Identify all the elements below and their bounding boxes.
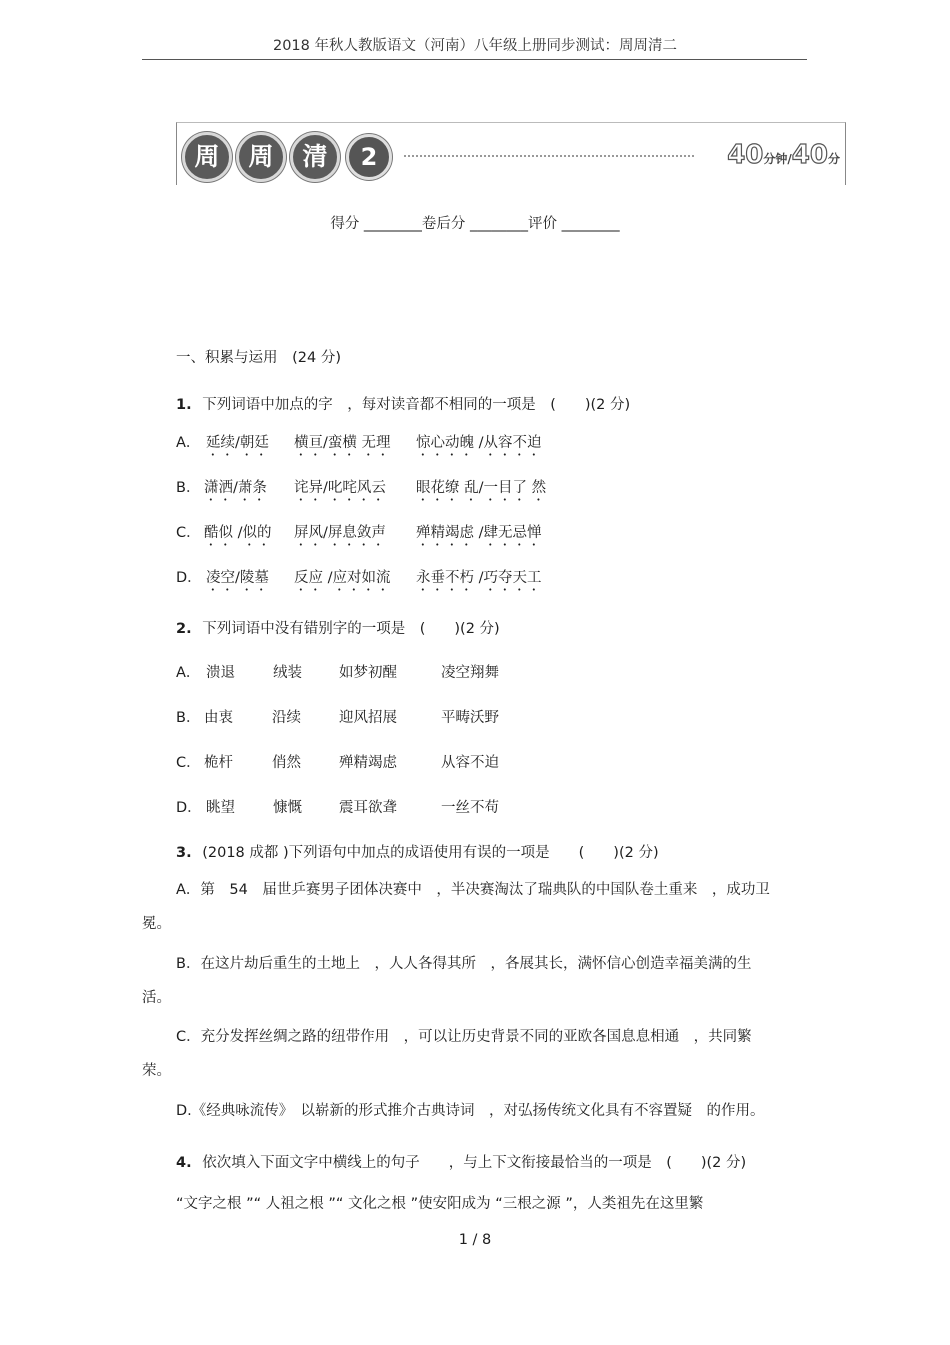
- q1-option-d-cell-3: 永垂不朽 /巧夺天工: [416, 570, 542, 586]
- question-1: [176, 393, 630, 414]
- question-number: 4.: [176, 1155, 192, 1171]
- q3-option-b-line-2: 活。: [142, 990, 171, 1006]
- q1-option-a-cell-2: 横亘/蛮横 无理: [294, 435, 391, 451]
- banner-char-3: 清: [290, 132, 340, 182]
- q2-option-c-cell-1: 桅杆: [204, 755, 233, 771]
- banner-number: 2: [346, 134, 392, 180]
- page-number: 1 / 8: [458, 1232, 492, 1248]
- q2-option-a-cell-2: 绒装: [273, 665, 302, 681]
- section-points: (24 分): [292, 350, 341, 366]
- q3-option-b-line-1: B．在这片劫后重生的土地上 ，人人各得其所 ，各展其长，满怀信心创造幸福美满的生: [176, 956, 752, 972]
- question-number: 1.: [176, 397, 192, 413]
- question-2: [176, 617, 500, 638]
- q1-option-b-label: B．: [176, 480, 201, 496]
- q4-passage-line-1: “文字之根 ”“ 人祖之根 ”“ 文化之根 ”使安阳成为 “三根之源 ”，人类祖先在这里繁: [176, 1196, 704, 1212]
- q2-option-c-cell-2: 俏然: [272, 755, 301, 771]
- q1-option-b-cell-3: 眼花缭 乱/一目了 然: [416, 480, 547, 496]
- q3-option-a-line-2: 冕。: [142, 916, 171, 932]
- q2-option-b-cell-1: 由衷: [204, 710, 233, 726]
- section-title: [176, 346, 341, 367]
- q3-option-c-line-2: 荣。: [142, 1063, 171, 1079]
- time-value: 40: [727, 140, 764, 170]
- q2-option-d-cell-2: 慷慨: [273, 800, 302, 816]
- score-value: 40: [791, 140, 828, 170]
- q1-option-c-label: C．: [176, 525, 201, 541]
- question-stem: 下列词语中没有错别字的一项是 ( )(2 分): [202, 621, 500, 637]
- question-4: [176, 1151, 746, 1172]
- q2-option-a-cell-4: 凌空翔舞: [441, 665, 499, 681]
- q2-option-b-label: B．: [176, 710, 201, 726]
- q2-option-d-cell-1: 眺望: [206, 800, 235, 816]
- q2-option-b-cell-3: 迎风招展: [339, 710, 397, 726]
- q2-option-c-cell-3: 殚精竭虑: [339, 755, 397, 771]
- question-number: 3.: [176, 845, 192, 861]
- section-title-text: 一、积累与运用: [176, 350, 278, 366]
- q2-option-d-label: D．: [176, 800, 202, 816]
- q1-option-b-cell-2: 诧异/叱咤风云: [294, 480, 386, 496]
- q2-option-c-cell-4: 从容不迫: [441, 755, 499, 771]
- q1-option-c-cell-3: 殚精竭虑 /肆无忌惮: [416, 525, 542, 541]
- time-unit: 分钟/: [763, 152, 792, 166]
- q1-option-b-cell-1: 潇洒/萧条: [204, 480, 267, 496]
- score-unit: 分: [827, 152, 840, 166]
- q1-option-a-label: A．: [176, 435, 201, 451]
- banner-char-1: 周: [182, 132, 232, 182]
- time-score-label: [727, 140, 840, 170]
- question-3: [176, 841, 659, 862]
- question-stem: 依次填入下面文字中横线上的句子 ，与上下文衔接最恰当的一项是 ( )(2 分): [202, 1155, 747, 1171]
- q2-option-d-cell-4: 一丝不苟: [441, 800, 499, 816]
- q1-option-d-cell-1: 凌空/陵墓: [206, 570, 269, 586]
- q3-option-c-line-1: C．充分发挥丝绸之路的纽带作用 ，可以让历史背景不同的亚欧各国息息相通 ，共同繁: [176, 1029, 752, 1045]
- q2-option-a-cell-1: 溃退: [206, 665, 235, 681]
- q1-option-d-label: D．: [176, 570, 202, 586]
- q1-option-d-cell-2: 反应 /应对如流: [294, 570, 391, 586]
- header-title: 2018 年秋人教版语文（河南）八年级上册同步测试：周周清二: [272, 38, 677, 54]
- q1-option-a-cell-3: 惊心动魄 /从容不迫: [416, 435, 542, 451]
- q2-option-c-label: C．: [176, 755, 201, 771]
- q1-option-c-cell-2: 屏风/屏息敛声: [294, 525, 386, 541]
- q3-option-a-line-1: A．第 54 届世乒赛男子团体决赛中 ，半决赛淘汰了瑞典队的中国队卷土重来 ，成功卫: [176, 882, 770, 898]
- q2-option-a-cell-3: 如梦初醒: [339, 665, 397, 681]
- banner-char-2: 周: [236, 132, 286, 182]
- q2-option-a-label: A．: [176, 665, 201, 681]
- q2-option-b-cell-4: 平畴沃野: [441, 710, 499, 726]
- banner-dotted-line: [404, 155, 694, 157]
- section-banner: [176, 122, 846, 186]
- question-stem: (2018 成都 )下列语句中加点的成语使用有误的一项是 ( )(2 分): [202, 845, 659, 861]
- q2-option-d-cell-3: 震耳欲聋: [339, 800, 397, 816]
- header-divider: [142, 59, 807, 60]
- q3-option-d-line-1: D.《经典咏流传》 以崭新的形式推介古典诗词 ，对弘扬传统文化具有不容置疑 的作用。: [176, 1103, 765, 1119]
- score-line: 得分 ________卷后分 ________评价 ________: [330, 216, 620, 232]
- question-number: 2.: [176, 621, 192, 637]
- question-stem: 下列词语中加点的字 ，每对读音都不相同的一项是 ( )(2 分): [202, 397, 631, 413]
- q2-option-b-cell-2: 沿续: [272, 710, 301, 726]
- q1-option-a-cell-1: 延续/朝廷: [206, 435, 269, 451]
- q1-option-c-cell-1: 酷似 /似的: [204, 525, 272, 541]
